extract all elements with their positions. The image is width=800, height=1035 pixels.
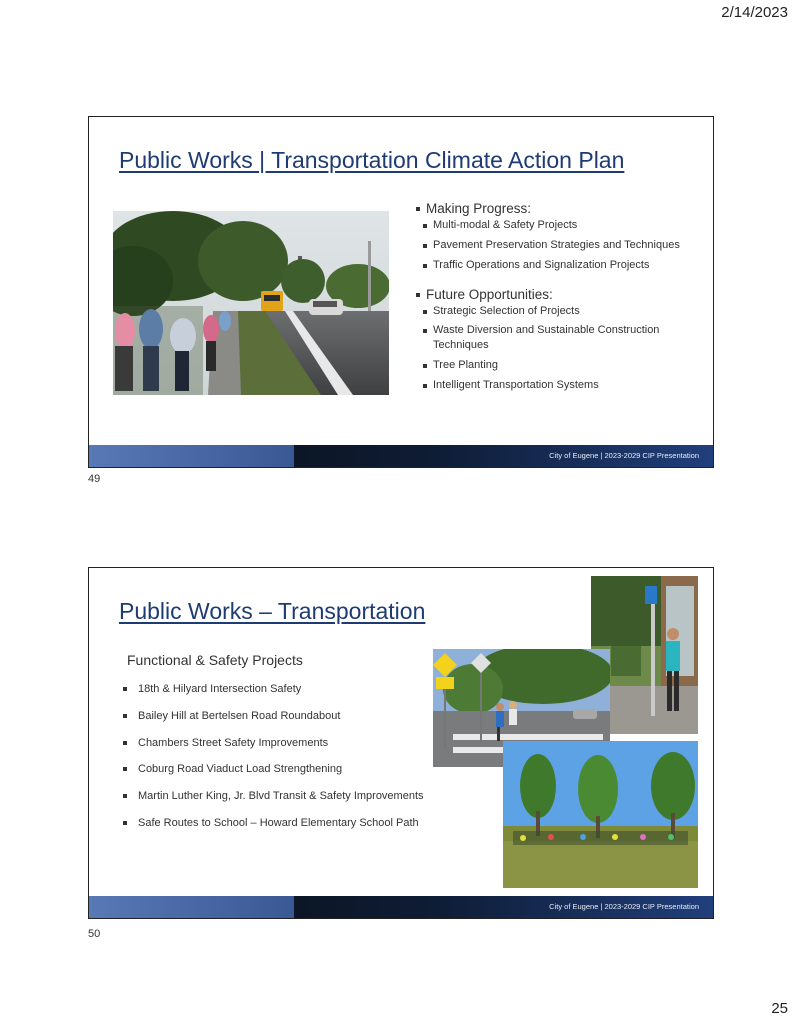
- slide-number: 49: [88, 473, 101, 485]
- list-item: Tree Planting: [416, 358, 706, 373]
- slide-49: [88, 116, 714, 468]
- footer-accent: [89, 896, 294, 918]
- list-item: Strategic Selection of Projects: [416, 304, 706, 319]
- footer-text: City of Eugene | 2023-2029 CIP Presentation: [549, 902, 699, 911]
- list-item: Bailey Hill at Bertelsen Road Roundabout: [119, 709, 424, 723]
- photo-kids-biking-park: [503, 741, 698, 888]
- slide-footer-bar: [89, 445, 713, 467]
- list-item: Chambers Street Safety Improvements: [119, 736, 424, 750]
- list-item: Multi-modal & Safety Projects: [416, 218, 706, 233]
- slide-number: 50: [88, 928, 101, 940]
- list-item: Traffic Operations and Signalization Projects: [416, 258, 706, 273]
- slide-title: Public Works – Transportation: [119, 598, 426, 624]
- list-item: Safe Routes to School – Howard Elementary School Path: [119, 816, 424, 830]
- list-item: Waste Diversion and Sustainable Construction Techniques: [416, 323, 688, 353]
- footer-text: City of Eugene | 2023-2029 CIP Presentation: [549, 451, 699, 460]
- section-heading-future-opportunities: Future Opportunities:: [416, 287, 706, 302]
- list-item: 18th & Hilyard Intersection Safety: [119, 682, 424, 696]
- document-date: 2/14/2023: [721, 4, 788, 21]
- page-number: 25: [771, 1000, 788, 1017]
- project-list: [119, 682, 424, 843]
- slide-footer-bar: [89, 896, 713, 918]
- slide-title: Public Works | Transportation Climate Action Plan: [119, 147, 625, 173]
- climate-plan-bullets: [416, 201, 706, 398]
- photo-children-walking-to-school: [113, 211, 389, 395]
- list-item: Martin Luther King, Jr. Blvd Transit & Safety Improvements: [119, 789, 424, 803]
- footer-accent: [89, 445, 294, 467]
- section-heading-making-progress: Making Progress:: [416, 201, 706, 216]
- list-item: Coburg Road Viaduct Load Strengthening: [119, 762, 424, 776]
- slide-subtitle: Functional & Safety Projects: [127, 652, 303, 668]
- list-item: Pavement Preservation Strategies and Techniques: [416, 238, 706, 253]
- slide-50: [88, 567, 714, 919]
- list-item: Intelligent Transportation Systems: [416, 378, 706, 393]
